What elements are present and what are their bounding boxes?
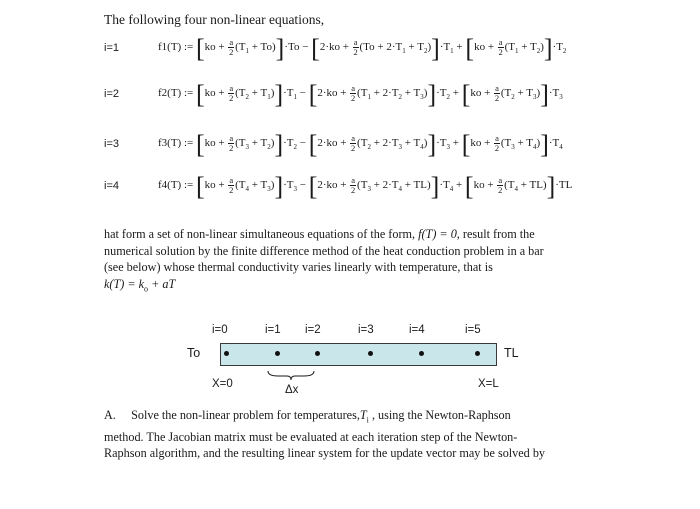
x0-label: X=0: [212, 378, 233, 390]
node-label-3: i=3: [358, 324, 374, 336]
dx-label: Δx: [285, 384, 299, 396]
node-4: [419, 351, 424, 356]
section-label: A.: [104, 408, 116, 422]
bar: [220, 343, 497, 366]
left-boundary-label: To: [187, 346, 201, 360]
node-label-0: i=0: [212, 324, 228, 336]
fraction: $\frac{a}{2}$: [351, 175, 356, 195]
fraction: $\frac{a}{2}$: [229, 37, 234, 57]
paragraph-2: A. Solve the non-linear problem for $temperatures,T_i$ , using the Newton-Raphson method. The Jacobian matrix must be evaluated at each iteration step of the Newton- Raphson algorithm, and the resulting linear system for the update vector may be solved by: [104, 408, 546, 461]
node-0: [224, 351, 229, 356]
fraction: $\frac{a}{2}$: [229, 133, 234, 153]
node-5: [475, 351, 480, 356]
equation-form: f(T) = 0: [418, 227, 457, 241]
eq4-index: i=4: [104, 180, 119, 192]
fraction: $\frac{a}{2}$: [498, 175, 503, 195]
eq1-index: i=1: [104, 42, 119, 54]
fraction: $\frac{a}{2}$: [351, 83, 356, 103]
equation-4: f4(T) := [ko + $\frac{a}{2}$ $(T_4 + T_3)]\cdot T_3 - [2\cdot ko$ + $\frac{a}{2}$ $(T_3 + 2\cdot T_4 + TL)]\cdot T_4 + [ko$ + $\frac{a}{2}$ $(T_4 + TL)]\cdot TL$: [158, 172, 573, 202]
node-label-2: i=2: [305, 324, 321, 336]
node-1: [275, 351, 280, 356]
fraction: $\frac{a}{2}$: [498, 37, 503, 57]
equation-1: f1(T) := [ko + $\frac{a}{2}$ $(T_1 + To)]\cdot To - [2\cdot ko$ + $\frac{a}{2}$ $(To + 2\cdot T_1 + T_2)]\cdot T_1 + [ko$ + $\frac{a}{2}$ $(T_1 + T_2)]\cdot T_2$: [158, 34, 567, 64]
fraction: $\frac{a}{2}$: [229, 83, 234, 103]
right-boundary-label: TL: [504, 346, 519, 360]
eq2-index: i=2: [104, 88, 119, 100]
eq1-t1: ko +: [204, 41, 225, 54]
node-label-4: i=4: [409, 324, 425, 336]
fraction: $\frac{a}{2}$: [494, 83, 500, 103]
paragraph-1: hat form a set of non-linear simultaneous equations of the form, f(T) = 0, result from the numerical solution by the finite difference method of the heat conduction problem in a bar (see below) whose thermal conductivity varies linearly with temperature, that is $k(T) = k_o$ + aT: [104, 227, 544, 293]
node-label-5: i=5: [465, 324, 481, 336]
node-label-1: i=1: [265, 324, 281, 336]
node-2: [315, 351, 320, 356]
intro-text: The following four non-linear equations,: [104, 12, 325, 27]
eq3-index: i=3: [104, 138, 119, 150]
node-3: [368, 351, 373, 356]
fraction: $\frac{a}{2}$: [351, 133, 356, 153]
delta-brace: [266, 369, 316, 381]
equation-3: f3(T) := [ko + $\frac{a}{2}$ $(T_3 + T_2)]\cdot T_2 - [2\cdot ko$ + $\frac{a}{2}$ $(T_2 + 2\cdot T_3 + T_4)]\cdot T_3 + [ko$ + $\frac{a}{2}$ $(T_3 + T_4)]\cdot T_4$: [158, 130, 563, 160]
xl-label: X=L: [478, 378, 499, 390]
fraction: $\frac{a}{2}$: [353, 37, 358, 57]
fraction: $\frac{a}{2}$: [229, 175, 234, 195]
eq1-lhs: f1(T) :=: [158, 41, 194, 54]
equation-2: f2(T) := [ko + $\frac{a}{2}$ $(T_2 + T_1)]\cdot T_1 - [2\cdot ko$ + $\frac{a}{2}$ $(T_1 + 2\cdot T_2 + T_3)]\cdot T_2 + [ko$ + $\frac{a}{2}$ $(T_2 + T_3)]\cdot T_3$: [158, 80, 563, 110]
fraction: $\frac{a}{2}$: [494, 133, 500, 153]
